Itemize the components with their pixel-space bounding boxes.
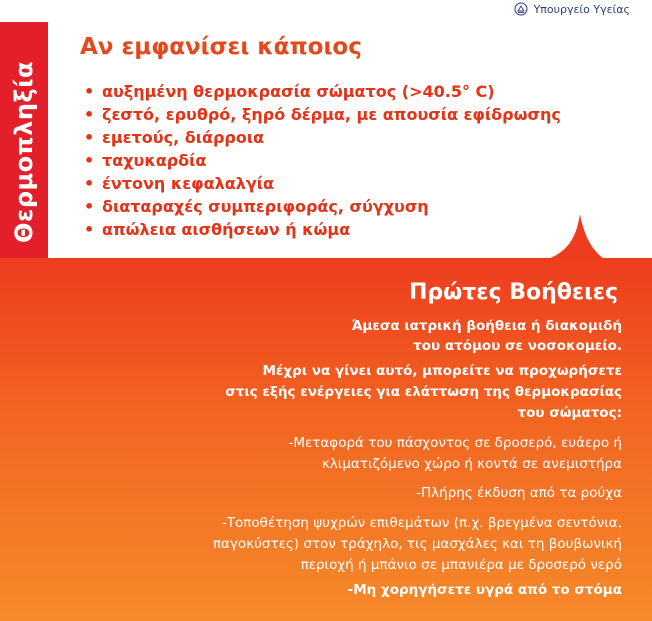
first-aid-title: Πρώτες Βοήθειες	[408, 280, 618, 305]
meanwhile-line-2: στις εξής ενέργειες για ελάττωση της θερμοκρασίας	[225, 384, 622, 400]
list-item: • διαταραχές συμπεριφοράς, σύγχυση	[84, 197, 429, 216]
bullet-icon: •	[84, 82, 95, 101]
bullet-icon: •	[84, 128, 95, 147]
ministry-name: Υπουργείο Υγείας	[533, 2, 630, 16]
bullet-icon: •	[84, 174, 95, 193]
warning-text: -Μη χορηγήσετε υγρά από το στόμα	[347, 582, 622, 598]
list-item: • εμετούς, διάρροια	[84, 128, 265, 147]
action-3-line-3: περιοχή ή μπάνιο σε μπανιέρα με δροσερό νερό	[300, 557, 622, 573]
list-item: • αυξημένη θερμοκρασία σώματος (>40.5° C)	[84, 82, 495, 101]
intro-line-1: Άμεσα ιατρική βοήθεια ή διακομιδή	[351, 318, 622, 334]
symptoms-panel	[0, 0, 652, 270]
ministry-logo	[514, 0, 630, 18]
seal-icon	[514, 2, 528, 16]
symptoms-title: Αν εμφανίσει κάποιος	[80, 34, 362, 60]
meanwhile-line-3: του σώματος:	[517, 405, 622, 421]
action-3-line-1: -Τοποθέτηση ψυχρών επιθεμάτων (π.χ. βρεγμένα σεντόνια,	[221, 515, 622, 531]
action-1-line-1: -Μεταφορά του πάσχοντος σε δροσερό, ευάερο ή	[288, 435, 622, 451]
bullet-icon: •	[84, 105, 95, 124]
action-2: -Πλήρης έκδυση από τα ρούχα	[416, 485, 622, 501]
list-item: • ταχυκαρδία	[84, 151, 207, 170]
intro-line-2: του ατόμου σε νοσοκομείο.	[413, 338, 622, 354]
list-item: • ζεστό, ερυθρό, ξηρό δέρμα, με απουσία εφίδρωσης	[84, 105, 561, 124]
bullet-icon: •	[84, 151, 95, 170]
action-1-line-2: κλιματιζόμενο χώρο ή κοντά σε ανεμιστήρα	[321, 456, 622, 472]
bullet-icon: •	[84, 197, 95, 216]
list-item: • απώλεια αισθήσεων ή κώμα	[84, 220, 351, 239]
side-tab	[0, 22, 48, 260]
action-3-line-2: παγοκύστες) στον τράχηλο, τις μασχάλες και τη βουβωνική	[212, 536, 622, 552]
symptoms-list	[84, 80, 561, 241]
side-tab-label: Θερμοπληξία	[10, 61, 38, 243]
list-item: • έντονη κεφαλαλγία	[84, 174, 275, 193]
meanwhile-line-1: Μέχρι να γίνει αυτό, μπορείτε να προχωρήσετε	[262, 363, 622, 379]
bullet-icon: •	[84, 220, 95, 239]
